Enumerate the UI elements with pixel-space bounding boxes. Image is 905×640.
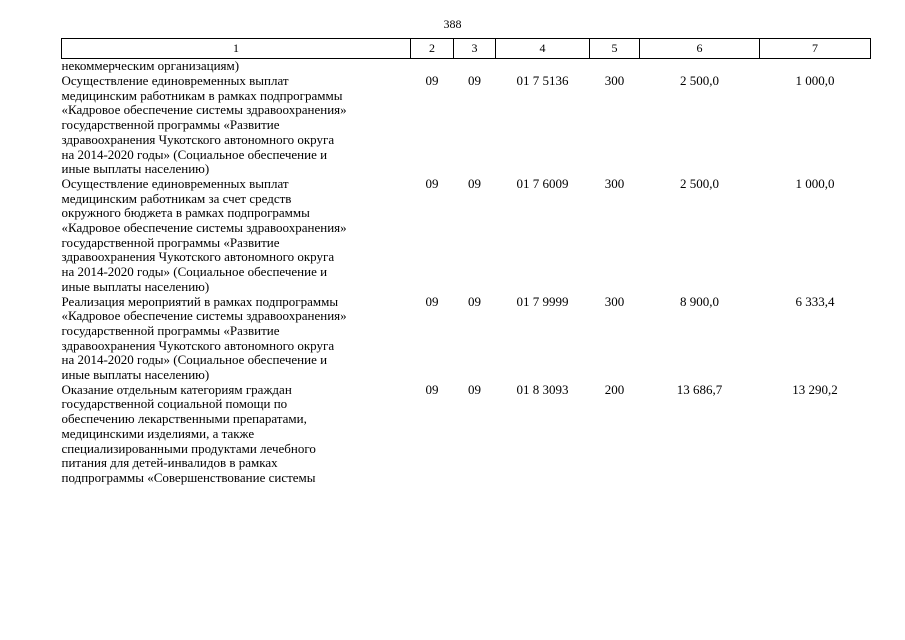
row-subsection-code: 09 <box>468 73 481 88</box>
row-section-code: 09 <box>425 73 439 88</box>
header-col-3: 3 <box>454 39 496 59</box>
table-row <box>62 74 871 177</box>
row-amount-col7: 1 000,0 <box>795 73 835 88</box>
row-description-text: Оказание отдельным категориям граждан государственной социальной помощи по обеспечению лекарственными препаратами, медицинскими изделиями, а также специализированными продуктами лечебного питания для детей-инвалидов в рамках подпрограммы «Совершенствование системы <box>61 381 316 485</box>
header-col-4: 4 <box>496 39 590 59</box>
row-description-text: Осуществление единовременных выплат медицинским работникам за счет средств окружного бюджета в рамках подпрограммы «Кадровое обеспечение системы здравоохранения» государственной программы «Развитие здравоохранения Чукотского автономного округа на 2014-2020 годы» (Социальное обеспечение и иные выплаты населению) <box>61 175 347 294</box>
row-subsection-code: 09 <box>468 381 481 397</box>
row-section-code: 09 <box>425 175 439 191</box>
row-target-code: 01 7 5136 <box>516 73 569 88</box>
row-description-text: Реализация мероприятий в рамках подпрограммы «Кадровое обеспечение системы здравоохранения» государственной программы «Развитие здравоохранения Чукотского автономного округа на 2014-2020 годы» (Социальное обеспечение и иные выплаты населению) <box>61 293 347 383</box>
continuation-cell <box>62 59 871 75</box>
row-amount-col6: 13 686,7 <box>676 381 723 397</box>
row-target-code: 01 7 6009 <box>516 175 569 191</box>
table-row <box>62 383 871 486</box>
row-section-code: 09 <box>425 381 439 397</box>
row-expense-type-code: 300 <box>604 175 625 191</box>
row-amount-col6: 2 500,0 <box>680 175 719 191</box>
row-amount-col6: 2 500,0 <box>680 73 719 88</box>
row-target-code: 01 8 3093 <box>516 381 569 397</box>
header-col-2: 2 <box>411 39 454 59</box>
row-amount-col6: 8 900,0 <box>680 293 719 309</box>
header-row <box>62 39 871 59</box>
header-col-6: 6 <box>640 39 760 59</box>
page-number: 388 <box>443 17 462 31</box>
budget-table <box>61 38 871 486</box>
row-subsection-code: 09 <box>468 293 481 309</box>
row-expense-type-code: 200 <box>604 381 625 397</box>
row-description <box>62 383 411 486</box>
row-amount-col7: 1 000,0 <box>795 175 835 191</box>
row-description <box>62 295 411 383</box>
row-description <box>62 177 411 295</box>
row-expense-type-code: 300 <box>604 293 625 309</box>
row-subsection-code: 09 <box>468 175 481 191</box>
header-col-7: 7 <box>760 39 871 59</box>
continuation-text: некоммерческим организациям) <box>61 58 240 73</box>
header-col-1: 1 <box>62 39 411 59</box>
row-expense-type-code: 300 <box>604 73 625 88</box>
row-amount-col7: 13 290,2 <box>792 381 838 397</box>
row-description-text: Осуществление единовременных выплат медицинским работникам в рамках подпрограммы «Кадровое обеспечение системы здравоохранения» государственной программы «Развитие здравоохранения Чукотского автономного округа на 2014-2020 годы» (Социальное обеспечение и иные выплаты населению) <box>61 73 347 177</box>
table-row <box>62 295 871 383</box>
header-col-5: 5 <box>590 39 640 59</box>
row-amount-col7: 6 333,4 <box>795 293 835 309</box>
row-description <box>62 74 411 177</box>
row-target-code: 01 7 9999 <box>516 293 569 309</box>
row-section-code: 09 <box>425 293 439 309</box>
table-row <box>62 177 871 295</box>
continuation-row <box>62 59 871 75</box>
